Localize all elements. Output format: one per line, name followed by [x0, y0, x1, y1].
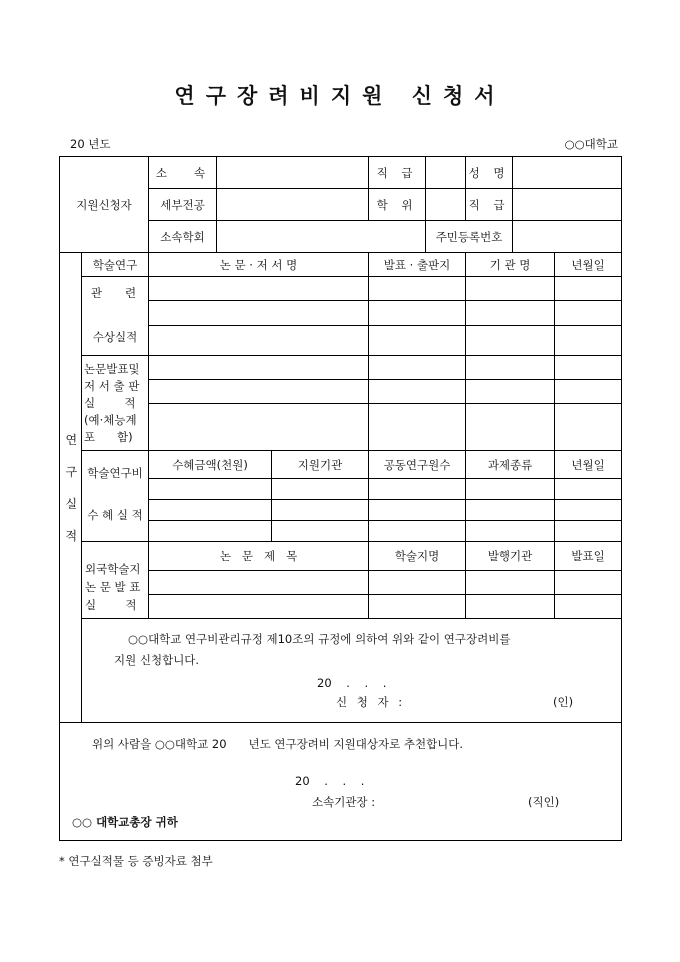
grant-row-1-amount[interactable]: [149, 479, 272, 500]
foreign-header-publisher: 발행기관: [466, 542, 555, 571]
grant-row-3-date[interactable]: [555, 521, 622, 542]
degree-field[interactable]: [426, 189, 466, 221]
declaration-line-1: ○○대학교 연구비관리규정 제10조의 규정에 의하여 위와 같이 연구장려비를: [128, 632, 511, 646]
addressee: ○○ 대학교총장 귀하: [72, 815, 178, 829]
paper-row-1-org[interactable]: [466, 356, 555, 380]
affiliation-field[interactable]: [217, 157, 369, 189]
major-field[interactable]: [217, 189, 369, 221]
paper-row-3-date[interactable]: [555, 404, 622, 451]
page-title: 연구장려비지원 신청서: [174, 83, 506, 108]
grant-row-2-amount[interactable]: [149, 500, 272, 521]
paper-row-3-venue[interactable]: [369, 404, 466, 451]
grant-header-amount: 수혜금액(천원): [149, 451, 272, 479]
paper-row-1-title[interactable]: [149, 356, 369, 380]
academic-row-2-date[interactable]: [555, 301, 622, 326]
grant-row-1-date[interactable]: [555, 479, 622, 500]
academic-header-date: 년월일: [555, 253, 622, 277]
academic-row-3-venue[interactable]: [369, 326, 466, 356]
applicant-signature-label: 신 청 자 :: [336, 695, 406, 709]
paper-label: 논문발표및 저 서 출 판 실 적 (예·체능계 포 함): [82, 356, 149, 451]
grant-header-agency: 지원기관: [272, 451, 369, 479]
footnote: * 연구실적물 등 증빙자료 첨부: [59, 854, 213, 868]
rank-label: 직 급: [466, 189, 513, 221]
head-seal: (직인): [528, 795, 560, 809]
foreign-row-2-date[interactable]: [555, 595, 622, 619]
grant-row-1-coresearchers[interactable]: [369, 479, 466, 500]
grant-row-3-amount[interactable]: [149, 521, 272, 542]
rank-field[interactable]: [513, 189, 622, 221]
grant-row-2-date[interactable]: [555, 500, 622, 521]
paper-row-3-title[interactable]: [149, 404, 369, 451]
society-field[interactable]: [217, 221, 426, 253]
grant-row-3-type[interactable]: [466, 521, 555, 542]
paper-row-2-date[interactable]: [555, 380, 622, 404]
grant-row-1-type[interactable]: [466, 479, 555, 500]
academic-header-title: 논 문 · 저 서 명: [149, 253, 369, 277]
academic-row-1-title[interactable]: [149, 277, 369, 301]
declaration-date: 20 . . .: [317, 676, 387, 690]
recommendation-section: [60, 723, 622, 841]
rrn-field[interactable]: [513, 221, 622, 253]
foreign-header-journal: 학술지명: [369, 542, 466, 571]
application-form: [59, 156, 622, 841]
grant-row-3-coresearchers[interactable]: [369, 521, 466, 542]
academic-row-1-org[interactable]: [466, 277, 555, 301]
academic-label-body: 관 련 수상실적: [82, 277, 149, 356]
grant-row-2-type[interactable]: [466, 500, 555, 521]
grant-label: 학술연구비 수 혜 실 적: [82, 451, 149, 542]
foreign-row-1-date[interactable]: [555, 571, 622, 595]
foreign-row-2-publisher[interactable]: [466, 595, 555, 619]
paper-row-1-venue[interactable]: [369, 356, 466, 380]
grant-row-2-coresearchers[interactable]: [369, 500, 466, 521]
affiliation-label: 소 속: [149, 157, 217, 189]
academic-row-2-venue[interactable]: [369, 301, 466, 326]
grant-header-coresearchers: 공동연구원수: [369, 451, 466, 479]
foreign-row-1-publisher[interactable]: [466, 571, 555, 595]
academic-row-3-org[interactable]: [466, 326, 555, 356]
academic-header-venue: 발표 · 출판지: [369, 253, 466, 277]
society-label: 소속학회: [149, 221, 217, 253]
position-field[interactable]: [426, 157, 466, 189]
applicant-seal: (인): [553, 695, 574, 709]
grant-row-1-agency[interactable]: [272, 479, 369, 500]
foreign-row-2-journal[interactable]: [369, 595, 466, 619]
paper-row-2-venue[interactable]: [369, 380, 466, 404]
head-signature-label: 소속기관장 :: [312, 795, 376, 809]
position-label: 직 급: [369, 157, 426, 189]
declaration-section: [82, 619, 622, 723]
rrn-label: 주민등록번호: [426, 221, 513, 253]
grant-header-date: 년월일: [555, 451, 622, 479]
foreign-header-date: 발표일: [555, 542, 622, 571]
paper-row-2-org[interactable]: [466, 380, 555, 404]
year-line: 20 년도: [70, 137, 111, 151]
foreign-row-1-journal[interactable]: [369, 571, 466, 595]
grant-row-3-agency[interactable]: [272, 521, 369, 542]
academic-row-2-title[interactable]: [149, 301, 369, 326]
paper-row-1-date[interactable]: [555, 356, 622, 380]
recommendation-date: 20 . . .: [295, 774, 365, 788]
grant-row-2-agency[interactable]: [272, 500, 369, 521]
academic-header-org: 기 관 명: [466, 253, 555, 277]
academic-row-1-venue[interactable]: [369, 277, 466, 301]
academic-label-top: 학술연구: [82, 253, 149, 277]
academic-row-3-date[interactable]: [555, 326, 622, 356]
academic-row-1-date[interactable]: [555, 277, 622, 301]
academic-row-2-org[interactable]: [466, 301, 555, 326]
major-label: 세부전공: [149, 189, 217, 221]
declaration-line-2: 지원 신청합니다.: [114, 653, 200, 667]
grant-header-type: 과제종류: [466, 451, 555, 479]
academic-row-3-title[interactable]: [149, 326, 369, 356]
name-label: 성 명: [466, 157, 513, 189]
research-section-label: 연 구 실 적: [60, 253, 82, 723]
recommendation-line-1: 위의 사람을 ○○대학교 20 년도 연구장려비 지원대상자로 추천합니다.: [92, 737, 464, 751]
foreign-row-2-title[interactable]: [149, 595, 369, 619]
name-field[interactable]: [513, 157, 622, 189]
paper-row-3-org[interactable]: [466, 404, 555, 451]
applicant-section-label: 지원신청자: [60, 157, 149, 253]
foreign-label: 외국학술지 논 문 발 표 실 적: [82, 542, 149, 619]
paper-row-2-title[interactable]: [149, 380, 369, 404]
foreign-header-title: 논 문 제 목: [149, 542, 369, 571]
university-name: ○○대학교: [564, 137, 618, 151]
foreign-row-1-title[interactable]: [149, 571, 369, 595]
degree-label: 학 위: [369, 189, 426, 221]
